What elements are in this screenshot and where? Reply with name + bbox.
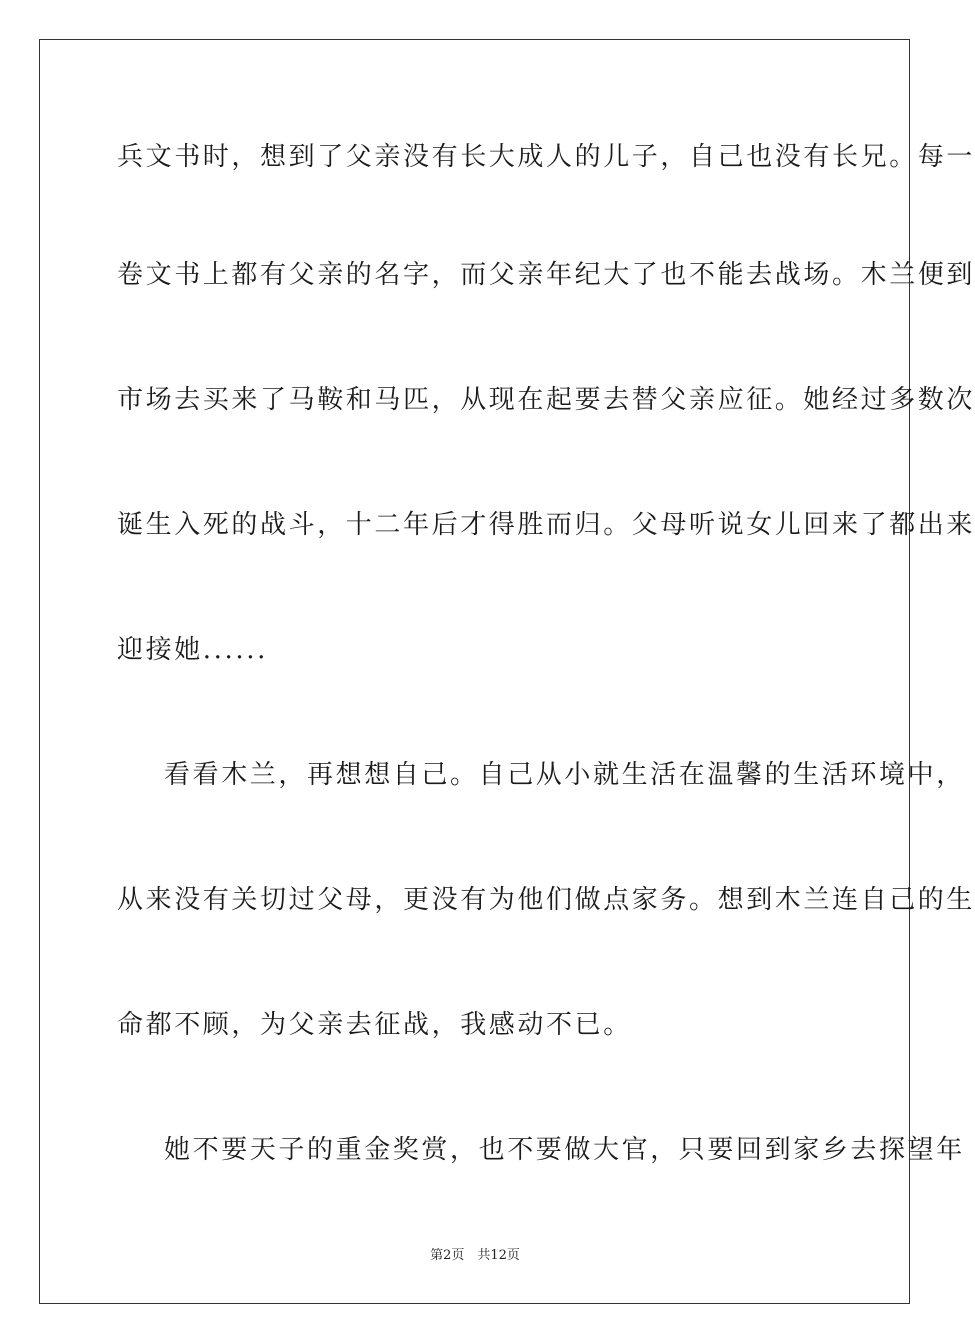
body-text-line: 从来没有关切过父母，更没有为他们做点家务。想到木兰连自己的生 xyxy=(117,885,975,915)
body-text-line: 命都不顾，为父亲去征战，我感动不已。 xyxy=(117,1010,632,1040)
body-text-line: 诞生入死的战斗，十二年后才得胜而归。父母听说女儿回来了都出来 xyxy=(117,510,975,540)
page-border xyxy=(39,39,975,1304)
page-number-footer: 第2页 共12页 xyxy=(430,1248,520,1263)
body-text-line: 市场去买来了马鞍和马匹，从现在起要去替父亲应征。她经过多数次 xyxy=(117,385,975,415)
body-text-line: 卷文书上都有父亲的名字，而父亲年纪大了也不能去战场。木兰便到 xyxy=(117,260,975,290)
body-text-line: 迎接她...... xyxy=(117,635,268,665)
paragraph-first-line: 看看木兰，再想想自己。自己从小就生活在温馨的生活环境中， xyxy=(164,760,965,790)
paragraph-first-line: 她不要天子的重金奖赏，也不要做大官，只要回到家乡去探望年 xyxy=(164,1135,965,1165)
body-text-line: 兵文书时，想到了父亲没有长大成人的儿子，自己也没有长兄。每一 xyxy=(117,142,975,172)
